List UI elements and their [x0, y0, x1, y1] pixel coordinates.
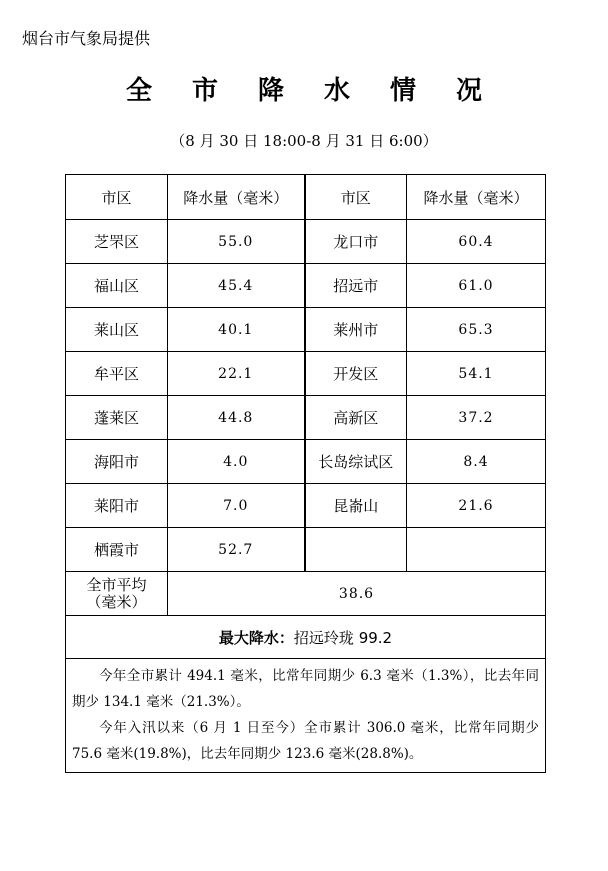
- notes-row: [66, 659, 546, 773]
- rainfall-cell: 45.4: [168, 264, 305, 308]
- note-paragraph: 今年入汛以来（6 月 1 日至今）全市累计 306.0 毫米，比常年同期少 75.6 毫米(19.8%)，比去年同期少 123.6 毫米(28.8%)。: [72, 720, 539, 762]
- note-paragraph: 今年全市累计 494.1 毫米，比常年同期少 6.3 毫米（1.3%），比去年同期少 134.1 毫米（21.3%）。: [72, 668, 539, 710]
- max-row: [66, 616, 546, 659]
- rainfall-cell: 61.0: [407, 264, 546, 308]
- page-title: [0, 70, 608, 107]
- rainfall-cell: 40.1: [168, 308, 305, 352]
- table-header-row: [66, 175, 546, 220]
- title-char: 全: [125, 76, 152, 106]
- table-row: [66, 308, 546, 352]
- title-char: 市: [191, 76, 218, 106]
- district-cell: 福山区: [66, 264, 168, 308]
- rainfall-cell: 65.3: [407, 308, 546, 352]
- district-cell: 龙口市: [305, 220, 407, 264]
- header-district: 市区: [66, 175, 168, 220]
- district-cell: 莱山区: [66, 308, 168, 352]
- district-cell: 栖霞市: [66, 528, 168, 572]
- title-char: 情: [390, 76, 417, 106]
- rainfall-cell: 7.0: [168, 484, 305, 528]
- average-value: 38.6: [168, 572, 546, 616]
- title-char: 降: [257, 76, 284, 106]
- average-label-line1: 全市平均: [86, 575, 147, 594]
- header-rainfall: 降水量（毫米）: [407, 175, 546, 220]
- district-cell: 牟平区: [66, 352, 168, 396]
- table-row: [66, 484, 546, 528]
- table-row: [66, 396, 546, 440]
- rainfall-cell: 44.8: [168, 396, 305, 440]
- rainfall-cell: 22.1: [168, 352, 305, 396]
- district-cell: 开发区: [305, 352, 407, 396]
- table-row: [66, 440, 546, 484]
- header-district: 市区: [305, 175, 407, 220]
- rainfall-cell: 52.7: [168, 528, 305, 572]
- district-cell: 昆嵛山: [305, 484, 407, 528]
- max-value: 招远玲珑 99.2: [293, 628, 393, 647]
- max-rainfall: [66, 616, 546, 659]
- average-label: [66, 572, 168, 616]
- district-cell: 蓬莱区: [66, 396, 168, 440]
- average-label-line2: （毫米）: [86, 592, 147, 611]
- district-cell: 芝罘区: [66, 220, 168, 264]
- table-row: [66, 264, 546, 308]
- notes-cell: [66, 659, 546, 773]
- rainfall-cell: 21.6: [407, 484, 546, 528]
- max-label: 最大降水：: [218, 628, 294, 647]
- rainfall-cell: [407, 528, 546, 572]
- district-cell: 长岛综试区: [305, 440, 407, 484]
- district-cell: 莱阳市: [66, 484, 168, 528]
- district-cell: 高新区: [305, 396, 407, 440]
- title-char: 况: [456, 76, 483, 106]
- district-cell: [305, 528, 407, 572]
- rainfall-cell: 60.4: [407, 220, 546, 264]
- average-row: [66, 572, 546, 616]
- title-char: 水: [324, 76, 351, 106]
- district-cell: 莱州市: [305, 308, 407, 352]
- rainfall-cell: 37.2: [407, 396, 546, 440]
- rainfall-cell: 4.0: [168, 440, 305, 484]
- rainfall-table: [65, 174, 546, 773]
- table-row: [66, 528, 546, 572]
- source-label: 烟台市气象局提供: [22, 29, 151, 48]
- header-rainfall: 降水量（毫米）: [168, 175, 305, 220]
- rainfall-cell: 55.0: [168, 220, 305, 264]
- table-row: [66, 220, 546, 264]
- rainfall-cell: 8.4: [407, 440, 546, 484]
- time-range: （8 月 30 日 18:00-8 月 31 日 6:00）: [170, 132, 438, 150]
- rainfall-cell: 54.1: [407, 352, 546, 396]
- district-cell: 海阳市: [66, 440, 168, 484]
- district-cell: 招远市: [305, 264, 407, 308]
- table-row: [66, 352, 546, 396]
